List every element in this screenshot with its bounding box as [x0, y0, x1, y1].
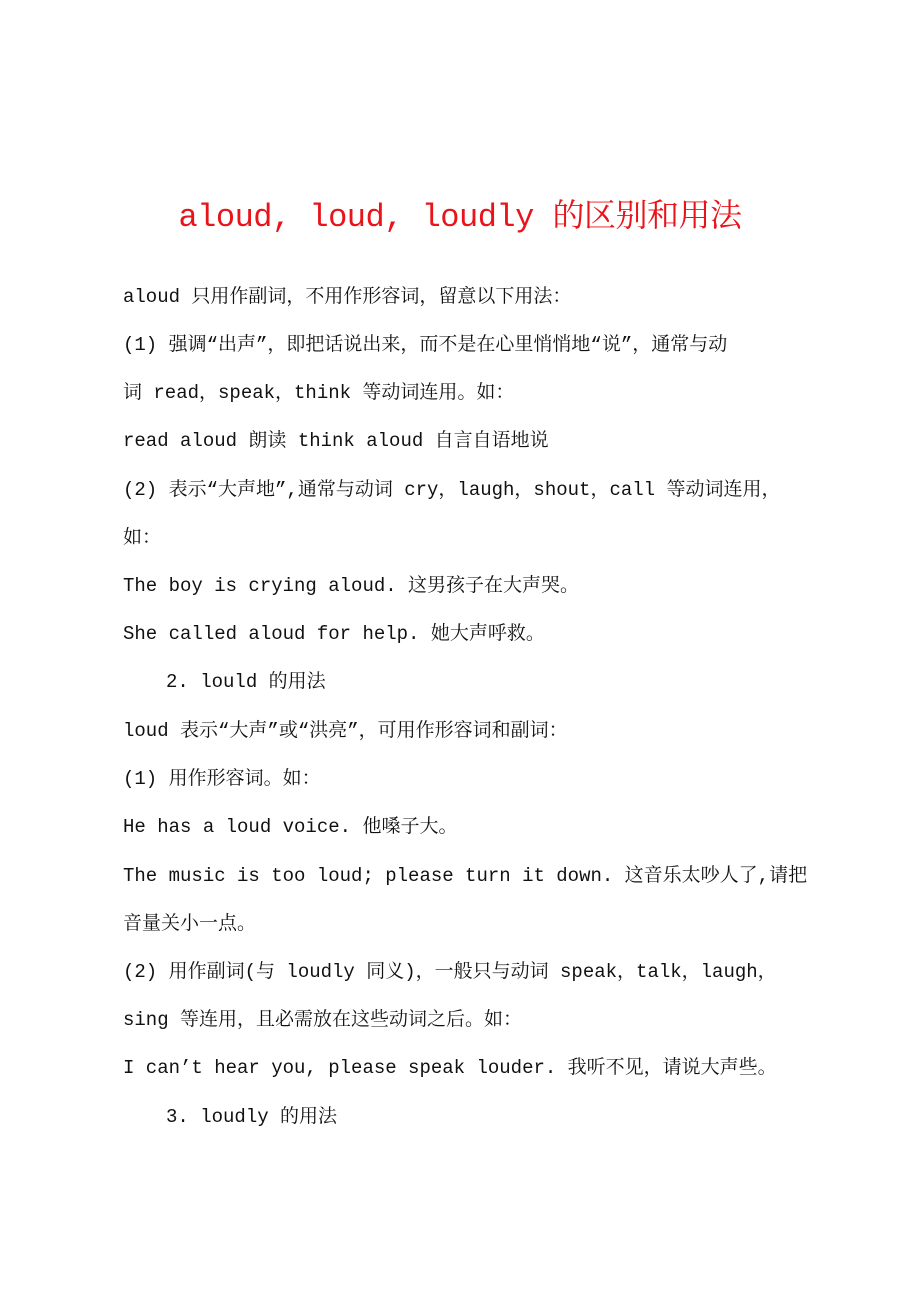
example-sentence: The boy is crying aloud. 这男孩子在大声哭。 — [123, 575, 580, 597]
paragraph-aloud-usage-1-cont: 词 read，speak，think 等动词连用。如： — [123, 382, 515, 404]
paragraph-aloud-intro: aloud 只用作副词，不用作形容词，留意以下用法： — [123, 286, 572, 308]
paragraph-aloud-usage-2: (2) 表示“大声地”,通常与动词 cry，laugh，shout，call 等动词连用， — [123, 479, 781, 501]
paragraph-aloud-usage-2-cont: 如： — [123, 527, 162, 549]
example-sentence: He has a loud voice. 他嗓子大。 — [123, 816, 458, 838]
paragraph-loud-usage-2-cont: sing 等连用，且必需放在这些动词之后。如： — [123, 1009, 523, 1031]
document-title: aloud, loud, loudly 的区别和用法 — [178, 199, 742, 236]
paragraph-loud-usage-1: (1) 用作形容词。如： — [123, 768, 321, 790]
section-heading-loud: 2. lould 的用法 — [166, 671, 326, 693]
section-heading-loudly: 3. loudly 的用法 — [166, 1106, 338, 1128]
example-sentence: I can’t hear you, please speak louder. 我听不见，请说大声些。 — [123, 1057, 777, 1079]
paragraph-loud-usage-2: (2) 用作副词(与 loudly 同义)，一般只与动词 speak，talk，laugh， — [123, 961, 777, 983]
example-sentence: She called aloud for help. 她大声呼救。 — [123, 623, 545, 645]
example-sentence: The music is too loud; please turn it down. 这音乐太吵人了,请把 — [123, 865, 808, 887]
paragraph-loud-intro: loud 表示“大声”或“洪亮”，可用作形容词和副词： — [123, 720, 568, 742]
paragraph-aloud-usage-1: (1) 强调“出声”，即把话说出来，而不是在心里悄悄地“说”，通常与动 — [123, 334, 728, 356]
example-sentence-cont: 音量关小一点。 — [123, 913, 257, 935]
example-aloud-phrases: read aloud 朗读 think aloud 自言自语地说 — [123, 430, 549, 452]
